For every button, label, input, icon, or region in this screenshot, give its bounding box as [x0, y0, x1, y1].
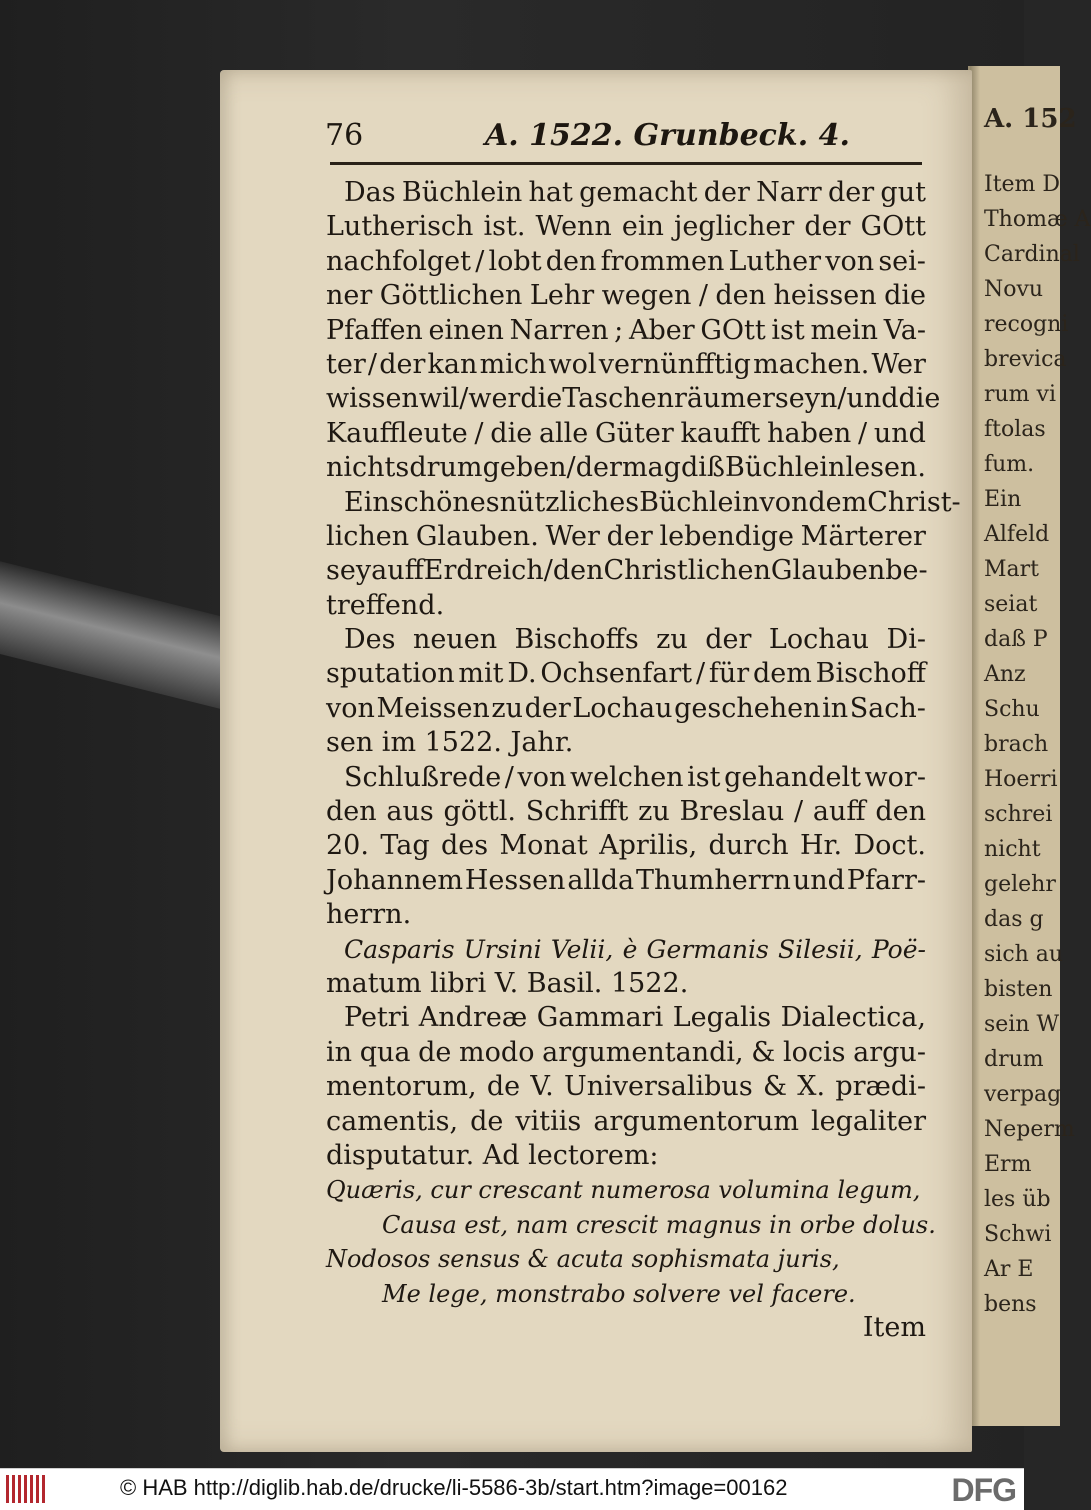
right-page-line: Schwi — [984, 1222, 1052, 1247]
text-line: Nodosos sensus & acuta sophismata juris, — [326, 1245, 840, 1274]
right-page-line: Ar E — [984, 1257, 1034, 1282]
right-page-line: Mart — [984, 557, 1039, 582]
right-page-line: verpag — [984, 1082, 1062, 1107]
text-line: sey auff Erdreich / den Christlichen Glauben be- — [326, 555, 928, 587]
right-page-line: sein W — [984, 1012, 1060, 1037]
text-line: ter / der kan mich wol vernünfftig machen. Wer — [326, 348, 926, 380]
footer-bar — [0, 1468, 1024, 1510]
right-page-line: nicht — [984, 837, 1041, 862]
right-page-line: daß P — [984, 627, 1048, 652]
right-page-line: Thomæ A — [984, 207, 1091, 232]
text-line: nachfolget / lobt den frommen Luther von sei- — [326, 245, 926, 277]
text-line: Item — [862, 1311, 926, 1343]
text-line: lichen Glauben. Wer der lebendige Märterer — [326, 520, 926, 552]
text-line: den aus göttl. Schrifft zu Breslau / auff den — [326, 796, 926, 828]
right-page-line: das g — [984, 907, 1044, 932]
dfg-logo: DFG — [951, 1472, 1016, 1508]
copyright-link[interactable]: © HAB http://diglib.hab.de/drucke/li-5586-3b/start.htm?image=00162 — [120, 1475, 788, 1500]
right-page-line: Item D — [984, 172, 1061, 197]
running-title: A. 1522. Grunbeck. 4. — [485, 118, 850, 153]
text-line: 20. Tag des Monat Aprilis, durch Hr. Doct. — [326, 830, 926, 862]
page-number: 76 — [325, 118, 364, 153]
text-line: camentis, de vitiis argumentorum legaliter — [326, 1105, 926, 1137]
text-line: disputatur. Ad lectorem: — [326, 1139, 659, 1171]
right-page-line: Ein — [984, 487, 1022, 512]
right-page-line: brach — [984, 732, 1049, 757]
right-page-line: Erm — [984, 1152, 1032, 1177]
right-page-line: Cardinal — [984, 242, 1080, 267]
text-line: Me lege, monstrabo solvere vel facere. — [382, 1279, 856, 1308]
text-line: nichts drum geben / der mag diß Büchlein lesen. — [326, 452, 926, 484]
right-page-fragment — [968, 66, 1091, 1426]
header-rule — [330, 162, 922, 165]
right-page-line: les üb — [984, 1187, 1051, 1212]
page-body-text — [326, 176, 961, 1345]
text-line: Schlußrede / von welchen ist gehandelt wor- — [344, 761, 926, 793]
right-page-line: schrei — [984, 802, 1053, 827]
right-page-line: Anz — [984, 662, 1026, 687]
text-line: von Meissen zu der Lochau geschehen in Sach- — [326, 692, 926, 724]
running-head — [325, 118, 885, 162]
text-line: Johannem Hessen allda Thumherrn und Pfarr- — [326, 864, 926, 896]
right-page-line: seiat — [984, 592, 1038, 617]
right-page-line: Hoerri — [984, 767, 1058, 792]
right-page-line: sich au — [984, 942, 1064, 967]
text-line: Petri Andreæ Gammari Legalis Dialectica, — [344, 1002, 926, 1034]
text-line: in qua de modo argumentandi, & locis argu- — [326, 1036, 926, 1068]
text-line: Pfaffen einen Narren ; Aber GOtt ist mein Va- — [326, 314, 926, 346]
text-line: Kauffleute / die alle Güter kaufft haben / und — [326, 417, 926, 449]
text-line: sputation mit D. Ochsenfart / für dem Bischoff — [326, 658, 926, 690]
right-page-line: gelehr — [984, 872, 1056, 897]
right-page-line: ftolas — [984, 417, 1046, 442]
text-line: Quæris, cur crescant numerosa volumina legum, — [326, 1176, 921, 1205]
right-page-line: fum. — [984, 452, 1035, 477]
text-line: Ein schönes nützliches Büchlein von dem Christ- — [344, 486, 961, 518]
text-line: Lutherisch ist. Wenn ein jeglicher der GOtt — [326, 211, 926, 243]
right-page-line: drum — [984, 1047, 1044, 1072]
text-line: mentorum, de V. Universalibus & X. prædi- — [326, 1071, 926, 1103]
text-line: wissen wil / wer die Taschenräumer seyn / und die — [326, 383, 941, 415]
text-line: ner Göttlichen Lehr wegen / den heissen die — [326, 280, 926, 312]
right-page-line: rum vi — [984, 382, 1057, 407]
right-page-running-head: A. 152 — [984, 104, 1077, 134]
text-line: Casparis Ursini Velii, è Germanis Silesii, Poë- — [344, 934, 926, 964]
right-page-line: Alfeld — [984, 522, 1050, 547]
text-line: treffend. — [326, 589, 445, 621]
barcode-icon — [6, 1475, 46, 1503]
text-line: Das Büchlein hat gemacht der Narr der gut — [344, 177, 926, 208]
right-page-line: brevica — [984, 347, 1067, 372]
text-line: Des neuen Bischoffs zu der Lochau Di- — [344, 624, 926, 656]
right-page-line: Novu — [984, 277, 1044, 302]
text-line: sen im 1522. Jahr. — [326, 727, 574, 759]
text-line: matum libri V. Basil. 1522. — [326, 967, 689, 999]
book-page — [220, 70, 972, 1452]
right-page-line: bisten — [984, 977, 1053, 1002]
right-page-line: Schu — [984, 697, 1040, 722]
text-line: herrn. — [326, 899, 412, 931]
right-page-line: recogni — [984, 312, 1069, 337]
right-page-line: Neperm — [984, 1117, 1075, 1142]
right-page-line: bens — [984, 1292, 1037, 1317]
text-line: Causa est, nam crescit magnus in orbe dolus. — [382, 1210, 936, 1239]
